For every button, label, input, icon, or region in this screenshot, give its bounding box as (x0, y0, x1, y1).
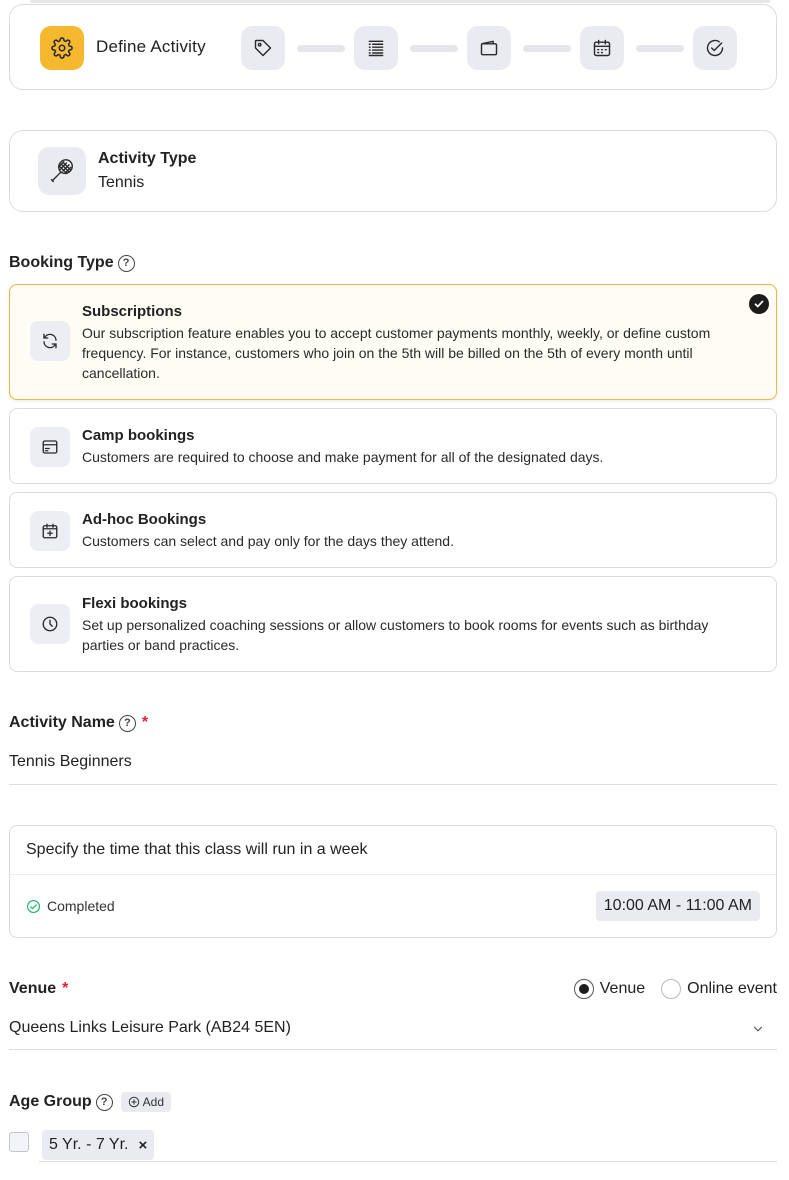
age-group-heading (9, 1092, 171, 1112)
online-event-radio[interactable] (661, 979, 681, 999)
activity-name-heading (9, 714, 148, 732)
booking-option-description: Our subscription feature enables you to accept customer payments monthly, weekly, or define custom frequency. For instance, customers who join on the 5th will be billed on the 5th of every month until cancellation. (82, 325, 711, 381)
tennis-racket-icon (38, 147, 86, 195)
question-circle-icon[interactable]: ? (96, 1094, 113, 1111)
activity-type-label: Activity Type (98, 150, 197, 167)
step-payment[interactable] (467, 26, 511, 70)
activity-name-label: Activity Name (9, 714, 115, 731)
booking-option-description: Customers are required to choose and make payment for all of the designated days. (82, 449, 604, 465)
selected-check-icon (749, 294, 769, 314)
check-circle-icon (705, 38, 725, 58)
step-connector (297, 45, 345, 52)
clock-icon (30, 604, 70, 644)
calendar-plus-icon (30, 511, 70, 551)
question-circle-icon[interactable]: ? (118, 255, 135, 272)
add-age-group-label: Add (142, 1095, 165, 1109)
wizard-stepper (9, 4, 777, 90)
step-pricing[interactable] (241, 26, 285, 70)
remove-chip-button[interactable]: × (138, 1136, 148, 1154)
venue-select-value: Queens Links Leisure Park (AB24 5EN) (9, 1019, 291, 1036)
venue-select[interactable] (9, 1019, 777, 1050)
venue-radio-label[interactable]: Venue (599, 980, 646, 997)
booking-option-camp[interactable] (9, 408, 777, 484)
plus-circle-icon (128, 1096, 140, 1108)
age-group-label: Age Group (9, 1093, 92, 1110)
chevron-down-icon (751, 1022, 765, 1036)
wallet-icon (479, 38, 499, 58)
venue-label: Venue (9, 980, 57, 997)
booking-option-title: Camp bookings (82, 427, 195, 444)
step-review[interactable] (693, 26, 737, 70)
booking-option-flexi[interactable] (9, 576, 777, 672)
check-circle-icon (26, 899, 41, 914)
list-icon (366, 38, 386, 58)
venue-type-radio-group (574, 979, 777, 999)
online-event-radio-label[interactable]: Online event (687, 980, 777, 997)
tag-icon (253, 38, 273, 58)
step-connector (636, 45, 684, 52)
question-circle-icon[interactable]: ? (119, 715, 136, 732)
booking-type-label: Booking Type (9, 254, 114, 271)
card-icon (30, 427, 70, 467)
booking-option-adhoc[interactable] (9, 492, 777, 568)
divider (10, 874, 776, 875)
top-divider (30, 0, 770, 3)
schedule-status-label: Completed (47, 898, 115, 914)
activity-name-input[interactable]: Tennis Beginners (9, 753, 777, 785)
calendar-icon (592, 38, 612, 58)
age-group-chip-label: 5 Yr. - 7 Yr. (49, 1136, 129, 1153)
schedule-status (26, 898, 115, 914)
schedule-title: Specify the time that this class will run in a week (26, 841, 368, 858)
step-active-label: Define Activity (96, 37, 206, 56)
step-connector (410, 45, 458, 52)
step-define-activity[interactable] (40, 26, 84, 70)
required-mark: * (62, 980, 69, 997)
age-group-chip (42, 1130, 154, 1160)
age-group-underline (39, 1161, 777, 1162)
add-age-group-button[interactable] (121, 1092, 171, 1112)
booking-option-subscriptions[interactable] (9, 284, 777, 400)
schedule-time-chip[interactable]: 10:00 AM - 11:00 AM (596, 891, 760, 921)
step-details[interactable] (354, 26, 398, 70)
age-group-checkbox[interactable] (9, 1132, 29, 1152)
step-schedule[interactable] (580, 26, 624, 70)
booking-option-description: Set up personalized coaching sessions or allow customers to book rooms for events such as birthday parties or band practices. (82, 617, 709, 653)
settings-icon (51, 37, 73, 59)
booking-option-title: Flexi bookings (82, 595, 188, 612)
step-connector (523, 45, 571, 52)
venue-radio[interactable] (574, 979, 594, 999)
required-mark: * (141, 714, 149, 731)
booking-option-title: Subscriptions (82, 303, 183, 320)
refresh-icon (30, 321, 70, 361)
booking-option-description: Customers can select and pay only for the days they attend. (82, 533, 454, 549)
booking-option-title: Ad-hoc Bookings (82, 511, 207, 528)
schedule-card (9, 825, 777, 938)
activity-type-card (9, 130, 777, 212)
venue-heading (9, 980, 68, 998)
booking-type-heading (9, 254, 135, 272)
activity-type-value: Tennis (98, 174, 145, 191)
